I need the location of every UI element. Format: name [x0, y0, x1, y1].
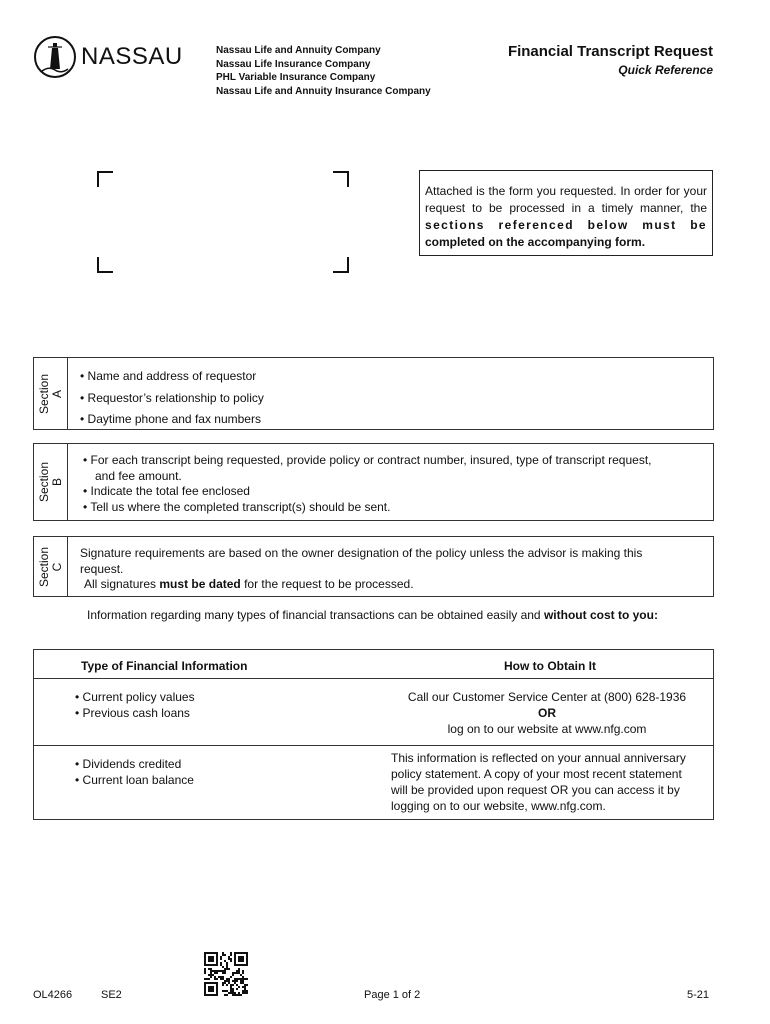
attached-notice [419, 170, 713, 256]
revision-date: 5-21 [687, 989, 710, 1001]
info-type-cell [75, 756, 194, 788]
list-item: • For each transcript being requested, provide policy or contract number, insured, type of transcript request, [83, 453, 652, 467]
financial-info-table [33, 649, 714, 820]
document-title-block [508, 43, 713, 77]
section-c [33, 536, 714, 597]
list-item: • Current loan balance [75, 773, 194, 787]
list-item: • Name and address of requestor [80, 369, 257, 383]
company-list [216, 44, 431, 98]
dated-note-bold: must be dated [159, 577, 241, 591]
section-b-label [34, 444, 68, 520]
address-corner-mark [333, 257, 349, 273]
signature-requirement-text-cont: request. [80, 561, 124, 576]
section-label-word: Section [36, 373, 51, 414]
section-label-letter: A [49, 389, 64, 398]
list-item: • Current policy values [75, 690, 195, 704]
section-label-letter: C [49, 562, 64, 571]
list-item: • Requestor’s relationship to policy [80, 390, 264, 405]
company-name: Nassau Life Insurance Company [216, 58, 371, 70]
or-text: OR [538, 706, 556, 720]
form-number: OL4266 [33, 989, 73, 1001]
document-title: Financial Transcript Request [507, 43, 713, 60]
dated-note-pre: All signatures [84, 577, 157, 591]
column-header-how: How to Obtain It [504, 659, 596, 673]
website-instruction: log on to our website at www.nfg.com [447, 722, 647, 736]
address-corner-mark [333, 171, 349, 187]
list-item-continuation: and fee amount. [95, 468, 182, 483]
info-type-cell [75, 689, 195, 721]
signature-requirement-text: Signature requirements are based on the owner designation of the policy unless the advisor is making this [80, 546, 643, 560]
logo-text: NASSAU [81, 43, 183, 70]
attached-text: Attached is the form you requested. In order for your request to be processed in a timely manner, the [425, 184, 707, 215]
statement-text: logging on to our website, www.nfg.com. [391, 799, 606, 813]
table-row [34, 679, 713, 746]
how-to-obtain-cell [386, 689, 708, 737]
list-item: • Indicate the total fee enclosed [83, 484, 250, 498]
form-edition: SE2 [101, 989, 122, 1001]
list-item: • Daytime phone and fax numbers [80, 412, 261, 426]
section-label-word: Section [36, 546, 51, 587]
info-bold: without cost to you: [543, 608, 658, 622]
section-a [33, 357, 714, 430]
attached-bold-text-2: completed on the accompanying form. [425, 235, 646, 249]
info-text: Information regarding many types of financial transactions can be obtained easily and [87, 608, 541, 622]
nassau-logo [33, 34, 193, 80]
attached-bold-text: sections referenced below must be [425, 218, 707, 232]
table-row [34, 746, 713, 819]
address-corner-mark [97, 171, 113, 187]
table-header [34, 650, 713, 679]
list-item: • Previous cash loans [75, 706, 190, 720]
phone-instruction: Call our Customer Service Center at (800) 628-1936 [407, 690, 687, 704]
statement-text: will be provided upon request OR you can access it by [391, 783, 680, 797]
company-name: PHL Variable Insurance Company [216, 72, 376, 83]
section-label-letter: B [49, 478, 64, 487]
list-item: • Tell us where the completed transcript(s) should be sent. [83, 499, 391, 514]
column-header-type: Type of Financial Information [81, 659, 248, 673]
company-name: Nassau Life and Annuity Insurance Company [216, 85, 431, 97]
info-line [87, 608, 658, 622]
section-label-word: Section [36, 461, 51, 503]
qr-code-icon [204, 952, 248, 996]
page-number: Page 1 of 2 [364, 989, 421, 1001]
statement-text: This information is reflected on your annual anniversary [391, 751, 686, 765]
dated-note-post: for the request to be processed. [244, 577, 414, 591]
signature-dated-note [80, 577, 705, 593]
document-subtitle: Quick Reference [618, 63, 713, 77]
lighthouse-icon [33, 35, 77, 79]
company-name: Nassau Life and Annuity Company [216, 45, 381, 56]
list-item: • Dividends credited [75, 757, 182, 771]
how-to-obtain-cell [391, 750, 713, 814]
section-c-label [34, 537, 68, 596]
address-corner-mark [97, 257, 113, 273]
section-a-label [34, 358, 68, 429]
statement-text: policy statement. A copy of your most recent statement [391, 767, 682, 781]
section-b [33, 443, 714, 521]
